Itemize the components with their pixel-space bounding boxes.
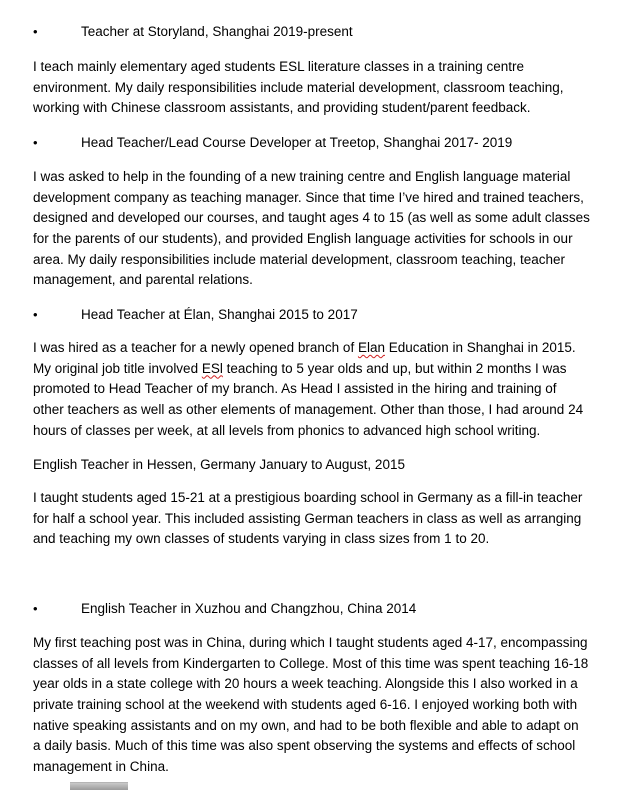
bullet-marker: • bbox=[33, 601, 38, 616]
text-line: management, and parental relations. bbox=[33, 272, 253, 288]
text-segment: teaching to 5 year olds and up, but within 2 months I was bbox=[222, 360, 567, 376]
job-description-china bbox=[33, 633, 603, 778]
text-line: for the parents of our students), and provided English language activities for schools in our bbox=[33, 231, 573, 247]
job-description-hessen bbox=[33, 488, 603, 550]
text-line bbox=[33, 338, 603, 359]
text-line: designed and developed our courses, and taught ages 4 to 15 (as well as some adult classes bbox=[33, 210, 590, 226]
text-line: year olds in a state college with 20 hours a week teaching. Alongside this I also worked in a bbox=[33, 676, 578, 692]
text-segment: My original job title involved bbox=[33, 360, 202, 376]
job-description-treetop bbox=[33, 167, 603, 291]
bullet-marker: • bbox=[33, 24, 38, 39]
text-line: classes of all levels from Kindergarten to College. Most of this time was spent teaching 16-18 bbox=[33, 655, 589, 671]
text-line: promoted to Head Teacher of my branch. As Head I assisted in the hiring and training of bbox=[33, 381, 557, 397]
job-title: Head Teacher/Lead Course Developer at Treetop, Shanghai 2017- 2019 bbox=[81, 135, 513, 150]
job-title: Teacher at Storyland, Shanghai 2019-present bbox=[81, 24, 353, 39]
job-description-elan bbox=[33, 338, 603, 441]
job-heading-elan bbox=[0, 304, 633, 326]
bullet-marker: • bbox=[33, 307, 38, 322]
text-line: area. My daily responsibilities include material development, classroom teaching, teacher bbox=[33, 251, 566, 267]
job-heading-china bbox=[0, 598, 633, 620]
job-description-storyland bbox=[33, 57, 603, 119]
text-line: I taught students aged 15-21 at a prestigious boarding school in Germany as a fill-in teacher bbox=[33, 490, 583, 505]
text-line: hours of classes per week, at all levels from phonics to advanced high school writing. bbox=[33, 422, 541, 438]
text-line: My first teaching post was in China, during which I taught students aged 4-17, encompassing bbox=[33, 635, 588, 650]
text-line: for half a school year. This included assisting German teachers in class as well as arranging bbox=[33, 510, 582, 526]
text-line: a daily basis. Much of this time was also spent observing the systems and effects of school bbox=[33, 738, 576, 754]
job-heading-treetop bbox=[0, 132, 633, 154]
job-title: English Teacher in Xuzhou and Changzhou, China 2014 bbox=[81, 601, 417, 616]
bullet-marker: • bbox=[33, 135, 38, 150]
text-line bbox=[33, 359, 603, 380]
text-line: environment. My daily responsibilities include material development, classroom teaching, bbox=[33, 79, 564, 95]
text-segment: I was hired as a teacher for a newly opened branch of bbox=[33, 340, 358, 355]
text-line: private training school at the weekend with students aged 6-16. I enjoyed working both with bbox=[33, 697, 578, 713]
text-line: I teach mainly elementary aged students ESL literature classes in a training centre bbox=[33, 59, 525, 74]
text-segment: Education in Shanghai in 2015. bbox=[384, 340, 576, 355]
job-heading-storyland bbox=[0, 21, 633, 43]
job-title: Head Teacher at Élan, Shanghai 2015 to 2017 bbox=[81, 307, 358, 322]
text-line: management in China. bbox=[33, 759, 169, 775]
text-line: I was asked to help in the founding of a new training centre and English language material bbox=[33, 169, 571, 184]
text-line: other teachers as well as other elements of management. Other than those, I had around 24 bbox=[33, 402, 584, 418]
text-line: development company as teaching manager. Since that time I’ve hired and trained teachers, bbox=[33, 189, 584, 205]
text-line: native speaking assistants and on my own, and had to be both flexible and able to adapt on bbox=[33, 717, 579, 733]
text-line: and teaching my own classes of students varying in class sizes from 1 to 20. bbox=[33, 531, 490, 547]
job-heading-hessen: English Teacher in Hessen, Germany January to August, 2015 bbox=[33, 457, 405, 472]
spellcheck-flagged-word: ESl bbox=[201, 360, 223, 376]
text-line: working with Chinese classroom assistants, and providing student/parent feedback. bbox=[33, 100, 531, 116]
spellcheck-flagged-word: Elan bbox=[357, 340, 385, 355]
